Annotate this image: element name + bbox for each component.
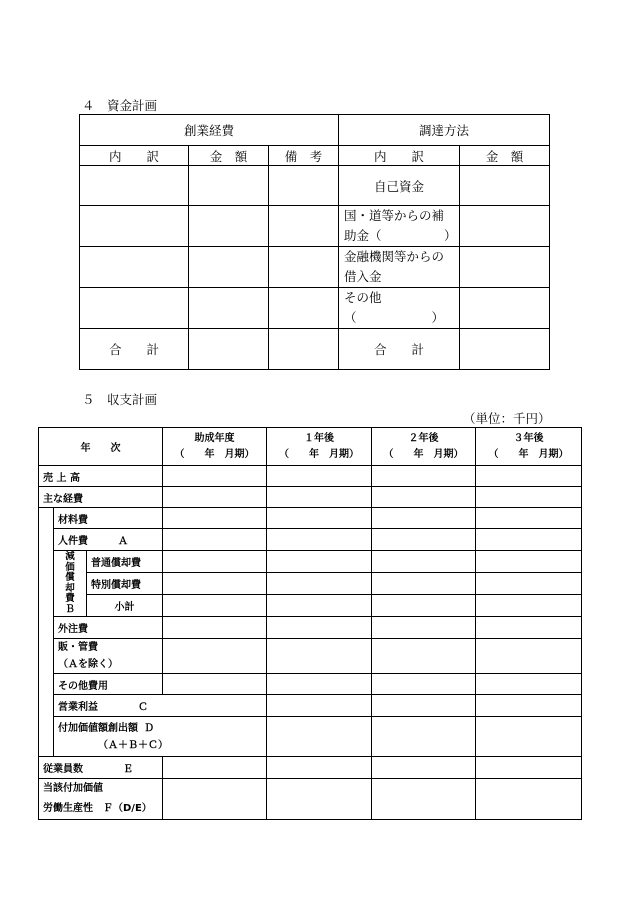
period-label: ２年後 (408, 432, 439, 444)
expense-cell (80, 166, 189, 206)
value-cell (372, 595, 476, 617)
section-4-title: ４ 資金計画 (82, 98, 158, 113)
funding-amount-cell (460, 288, 550, 329)
value-cell (267, 717, 372, 757)
funding-loan (339, 247, 460, 288)
expense-cell (80, 206, 189, 247)
row-materials: 材料費 (54, 508, 163, 529)
year-header: 年 次 (39, 428, 163, 466)
funding-breakdown-header: 内 訳 (339, 146, 460, 166)
value-cell (476, 674, 582, 695)
period-header-2 (372, 428, 476, 466)
funding-plan-table (79, 114, 550, 370)
period-header-1 (267, 428, 372, 466)
funding-other-line1: その他 (344, 290, 382, 305)
section-5-title: ５ 収支計画 (82, 392, 158, 407)
expense-cell (269, 247, 339, 288)
row-subtotal: 小計 (87, 595, 163, 617)
value-cell (267, 695, 372, 717)
expense-cell (269, 288, 339, 329)
funding-subsidy (339, 206, 460, 247)
value-cell (163, 529, 267, 551)
period-label: １年後 (304, 432, 335, 444)
row-operating-profit (54, 695, 267, 717)
value-cell (372, 674, 476, 695)
funding-other (339, 288, 460, 329)
funding-loan-line1: 金融機関等からの (344, 249, 445, 264)
row-sga (54, 639, 163, 674)
productivity-line2: 労働生産性 Ｆ（D/E） (43, 803, 152, 814)
value-cell (267, 617, 372, 639)
value-cell (476, 617, 582, 639)
value-cell (476, 779, 582, 820)
value-cell (163, 674, 267, 695)
value-cell (163, 757, 267, 779)
period-label: ３年後 (513, 432, 544, 444)
value-cell (267, 639, 372, 674)
value-cell (372, 779, 476, 820)
row-productivity (39, 779, 163, 820)
value-cell (476, 529, 582, 551)
value-cell (267, 508, 372, 529)
value-cell (372, 695, 476, 717)
employees-label: 従業員数 (43, 764, 83, 775)
row-other-costs: その他費用 (54, 674, 163, 695)
value-cell (372, 466, 476, 487)
funding-other-line2: （ ） (344, 310, 445, 325)
value-cell (476, 639, 582, 674)
labor-mark: Ａ (118, 536, 128, 547)
remarks-header: 備 考 (269, 146, 339, 166)
value-cell (267, 551, 372, 573)
expense-cell (189, 166, 269, 206)
employees-mark: Ｅ (123, 764, 133, 775)
value-cell (267, 573, 372, 595)
period-header-0 (163, 428, 267, 466)
period-label: 助成年度 (194, 432, 235, 444)
sga-line1: 販・管費 (58, 642, 98, 653)
value-cell (476, 573, 582, 595)
depreciation-vertical-label (54, 551, 87, 617)
funding-total-label: 合 計 (339, 329, 460, 370)
value-cell (267, 466, 372, 487)
funding-amount-cell (460, 206, 550, 247)
value-added-formula: （Ａ＋Ｂ＋Ｃ） (98, 739, 168, 751)
expense-cell (269, 166, 339, 206)
productivity-line1: 当該付加価値 (43, 783, 103, 794)
expense-cell (189, 247, 269, 288)
value-cell (476, 508, 582, 529)
row-employees (39, 757, 163, 779)
period-sub: （ 年 月期） (488, 448, 569, 460)
funding-method-header: 調達方法 (339, 115, 550, 146)
row-main-expenses: 主な経費 (39, 487, 163, 508)
value-cell (372, 487, 476, 508)
funding-own-capital: 自己資金 (339, 166, 460, 206)
value-cell (163, 617, 267, 639)
value-cell (476, 695, 582, 717)
funding-loan-line2: 借入金 (344, 269, 382, 284)
value-cell (372, 617, 476, 639)
expense-total-label: 合 計 (80, 329, 189, 370)
value-cell (163, 779, 267, 820)
value-cell (372, 551, 476, 573)
value-cell (267, 529, 372, 551)
income-plan-table (38, 427, 582, 820)
breakdown-header: 内 訳 (80, 146, 189, 166)
value-cell (476, 466, 582, 487)
indent-cell (39, 508, 54, 757)
value-cell (476, 595, 582, 617)
value-cell (267, 757, 372, 779)
value-cell (267, 595, 372, 617)
value-cell (163, 508, 267, 529)
value-cell (372, 508, 476, 529)
operating-profit-mark: Ｃ (138, 702, 148, 713)
row-sales: 売 上 高 (39, 466, 163, 487)
expense-cell (189, 288, 269, 329)
value-added-label: 付加価値額創出額 (58, 722, 138, 734)
sga-line2: （Ａを除く） (58, 659, 118, 670)
value-cell (476, 487, 582, 508)
funding-amount-cell (460, 247, 550, 288)
row-special-depreciation: 特別償却費 (87, 573, 163, 595)
row-outsourcing: 外注費 (54, 617, 163, 639)
value-cell (372, 573, 476, 595)
period-sub: （ 年 月期） (174, 448, 255, 460)
expense-cell (80, 247, 189, 288)
value-cell (163, 573, 267, 595)
value-cell (163, 466, 267, 487)
value-cell (267, 674, 372, 695)
expense-cell (269, 206, 339, 247)
value-cell (476, 551, 582, 573)
funding-amount-header: 金 額 (460, 146, 550, 166)
value-cell (163, 595, 267, 617)
depreciation-text: 減価償却費Ｂ (65, 551, 75, 615)
expense-cell (189, 206, 269, 247)
value-cell (372, 717, 476, 757)
funding-amount-cell (460, 329, 550, 370)
value-cell (372, 639, 476, 674)
funding-subsidy-line1: 国・道等からの補 (344, 208, 445, 223)
value-cell (267, 779, 372, 820)
funding-subsidy-line2: 助金（ ） (344, 228, 457, 243)
value-cell (476, 757, 582, 779)
period-sub: （ 年 月期） (279, 448, 360, 460)
value-cell (372, 529, 476, 551)
value-cell (476, 717, 582, 757)
value-cell (163, 487, 267, 508)
value-added-mark: Ｄ (144, 722, 154, 734)
amount-header: 金 額 (189, 146, 269, 166)
value-cell (163, 551, 267, 573)
row-normal-depreciation: 普通償却費 (87, 551, 163, 573)
operating-profit-label: 営業利益 (58, 702, 98, 713)
expense-cell (269, 329, 339, 370)
value-cell (267, 487, 372, 508)
expense-cell (189, 329, 269, 370)
value-cell (372, 757, 476, 779)
row-labor (54, 529, 163, 551)
funding-amount-cell (460, 166, 550, 206)
expense-cell (80, 288, 189, 329)
startup-expenses-header: 創業経費 (80, 115, 339, 146)
unit-label: （単位：千円） (463, 411, 551, 426)
row-value-added (54, 717, 267, 757)
labor-label: 人件費 (58, 536, 88, 547)
period-header-3 (476, 428, 582, 466)
period-sub: （ 年 月期） (383, 448, 464, 460)
value-cell (163, 639, 267, 674)
